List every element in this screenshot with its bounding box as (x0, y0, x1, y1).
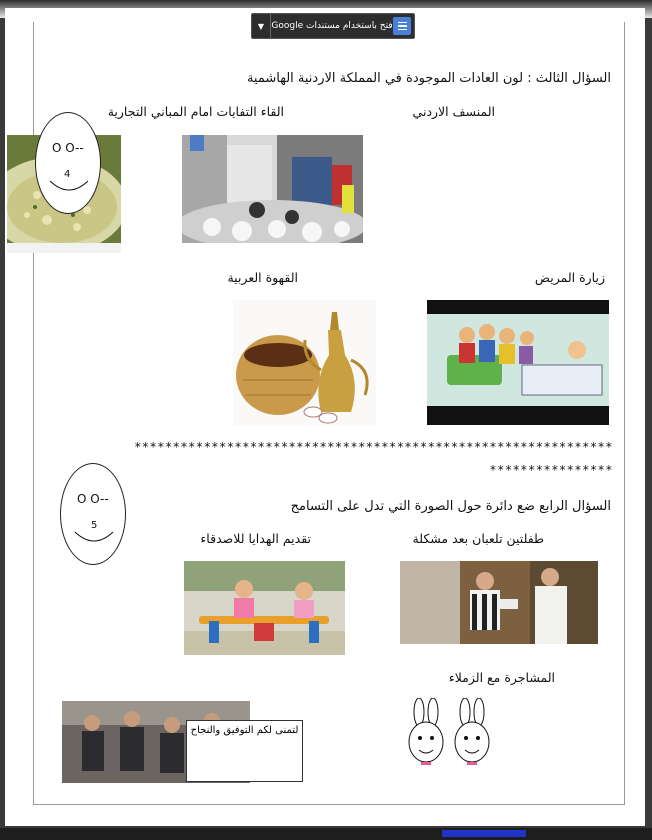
caption-visiting-patient: زيارة المريض (534, 270, 605, 285)
caption-arabic-coffee: القهوة العربية (227, 270, 298, 285)
document-page (5, 8, 645, 826)
caption-littering: القاء التفايات امام المباني التجارية (107, 104, 284, 119)
girls-playing-image (184, 561, 345, 655)
smiley-face-5 (60, 463, 126, 565)
visiting-patient-image (427, 300, 609, 425)
caption-fighting: المشاجرة مع الزملاء (448, 670, 555, 685)
giving-gifts-image (400, 561, 598, 644)
littering-image (182, 135, 363, 243)
star-separator-line-1: ************************************************************** (134, 440, 613, 454)
question-3-title: السؤال الثالث : لون العادات الموجودة في المملكة الاردنية الهاشمية (246, 71, 611, 86)
caption-mansaf: المنسف الاردني (412, 104, 495, 119)
face-number: 5 (91, 520, 98, 531)
taskbar-progress (442, 830, 526, 837)
question-4-title: السؤال الرابع ضع دائرة حول الصورة التي تدل على التسامح (290, 499, 611, 514)
bunnies-image (407, 698, 497, 768)
caption-girls-playing: طفلتين تلعبان بعد مشكلة (412, 531, 544, 546)
star-separator-line-2: **************** (489, 463, 613, 477)
face-number: 4 (64, 169, 71, 180)
smiley-face-4 (35, 112, 101, 214)
face-eyes: O O-- (52, 141, 84, 155)
face-eyes: O O-- (77, 492, 109, 506)
taskbar (0, 828, 652, 840)
speech-bubble (186, 720, 303, 782)
arabic-coffee-image (233, 300, 376, 425)
chevron-down-icon[interactable]: ▼ (252, 14, 271, 38)
open-with-google-docs-button[interactable] (251, 13, 415, 39)
open-with-docs-label: فتح باستخدام مستندات Google (271, 21, 393, 31)
caption-giving-gifts: تقديم الهدايا للاصدقاء (200, 531, 311, 546)
google-docs-icon (393, 17, 411, 35)
speech-bubble-text: لتمنى لكم التوفيق والنجاح (190, 725, 299, 736)
